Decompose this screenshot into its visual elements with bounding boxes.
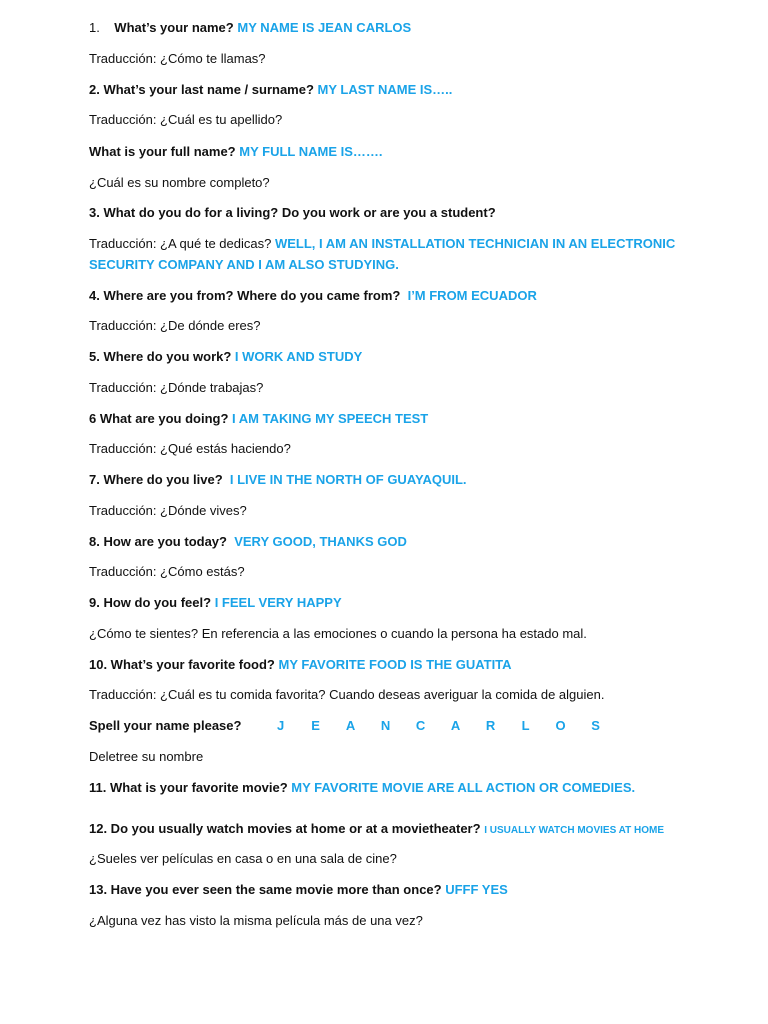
translation-text: Traducción: ¿Dónde trabajas? — [89, 380, 264, 395]
translation-text: Traducción: ¿A qué te dedicas? — [89, 236, 272, 251]
answer-text: MY FAVORITE MOVIE ARE ALL ACTION OR COMEDIES. — [291, 780, 636, 795]
answer-text: I USUALLY WATCH MOVIES AT HOME — [484, 825, 665, 836]
translation-text: Traducción: ¿Qué estás haciendo? — [89, 441, 291, 456]
question-text: 3. What do you do for a living? Do you work or are you a student? — [89, 205, 496, 220]
translation-5 — [89, 377, 708, 398]
translation-13 — [89, 910, 708, 931]
question-6 — [89, 408, 708, 429]
answer-text: MY FAVORITE FOOD IS THE GUATITA — [278, 657, 512, 672]
answer-text: I’M FROM ECUADOR — [407, 288, 537, 303]
question-4 — [89, 285, 708, 306]
question-10 — [89, 654, 708, 675]
question-text: 6 What are you doing? — [89, 411, 229, 426]
question-text: 5. Where do you work? — [89, 349, 232, 364]
translation-4 — [89, 315, 708, 336]
translation-text: Traducción: ¿De dónde eres? — [89, 318, 261, 333]
translation-1 — [89, 48, 708, 69]
question-text: 7. Where do you live? — [89, 472, 223, 487]
translation-text: Traducción: ¿Cómo estás? — [89, 564, 245, 579]
spell-letter: J — [276, 718, 285, 733]
translation-10 — [89, 684, 708, 705]
spell-letter: C — [415, 718, 426, 733]
question-1 — [89, 17, 708, 38]
translation-12 — [89, 848, 708, 869]
question-text: 13. Have you ever seen the same movie more than once? — [89, 882, 442, 897]
question-text: 4. Where are you from? Where do you came from? — [89, 288, 401, 303]
question-text: 9. How do you feel? — [89, 595, 212, 610]
answer-text: I WORK AND STUDY — [234, 349, 363, 364]
question-9 — [89, 592, 708, 613]
question-8 — [89, 531, 708, 552]
spell-letter: O — [555, 718, 566, 733]
question-12 — [89, 818, 708, 841]
answer-text: I AM TAKING MY SPEECH TEST — [232, 411, 429, 426]
question-text: 11. What is your favorite movie? — [89, 780, 288, 795]
spell-letter: L — [521, 718, 530, 733]
translation-text: ¿Alguna vez has visto la misma película más de una vez? — [89, 913, 423, 928]
translation-text: Traducción: ¿Cuál es tu apellido? — [89, 112, 283, 127]
answer-text: I LIVE IN THE NORTH OF GUAYAQUIL. — [229, 472, 467, 487]
translation-8 — [89, 561, 708, 582]
translation-7 — [89, 500, 708, 521]
question-number: 1. — [89, 20, 100, 35]
spell-letter: A — [345, 718, 356, 733]
spell-letter: N — [380, 718, 391, 733]
answer-text: WELL, I AM AN INSTALLATION TECHNICIAN IN AN ELECTRONIC SECURITY COMPANY AND I AM ALSO STUDYING. — [89, 236, 676, 272]
question-3 — [89, 202, 708, 223]
spell-letter: A — [450, 718, 461, 733]
spell-letter: S — [591, 718, 600, 733]
question-5 — [89, 346, 708, 367]
question-text: 10. What’s your favorite food? — [89, 657, 275, 672]
answer-text: MY FULL NAME IS……. — [239, 144, 383, 159]
question-text: 8. How are you today? — [89, 534, 227, 549]
spelled-name — [263, 715, 613, 736]
translation-text: ¿Sueles ver películas en casa o en una sala de cine? — [89, 851, 397, 866]
answer-text: UFFF YES — [445, 882, 508, 897]
question-text: What is your full name? — [89, 144, 236, 159]
question-13 — [89, 879, 708, 900]
translation-spell-name — [89, 746, 708, 767]
translation-2 — [89, 109, 708, 130]
question-text: 12. Do you usually watch movies at home or at a movietheater? — [89, 821, 481, 836]
question-11 — [89, 777, 708, 798]
question-2 — [89, 79, 708, 100]
spell-letter: R — [485, 718, 496, 733]
answer-text: I FEEL VERY HAPPY — [214, 595, 342, 610]
translation-6 — [89, 438, 708, 459]
translation-text: Traducción: ¿Cuál es tu comida favorita? Cuando deseas averiguar la comida de alguien. — [89, 687, 605, 702]
translation-text: Traducción: ¿Cómo te llamas? — [89, 51, 266, 66]
answer-text: VERY GOOD, THANKS GOD — [234, 534, 407, 549]
translation-text: Deletree su nombre — [89, 749, 204, 764]
question-text: 2. What’s your last name / surname? — [89, 82, 314, 97]
translation-text: Traducción: ¿Dónde vives? — [89, 503, 247, 518]
question-7 — [89, 469, 708, 490]
answer-text: MY NAME IS JEAN CARLOS — [237, 20, 412, 35]
translation-full-name — [89, 172, 708, 193]
question-text: What’s your name? — [114, 20, 234, 35]
spell-letter: E — [311, 718, 320, 733]
translation-text: ¿Cómo te sientes? En referencia a las emociones o cuando la persona ha estado mal. — [89, 626, 587, 641]
translation-3 — [89, 233, 689, 275]
translation-9 — [89, 623, 708, 644]
translation-text: ¿Cuál es su nombre completo? — [89, 175, 270, 190]
question-full-name — [89, 141, 708, 162]
question-spell-name — [89, 715, 708, 736]
question-text: Spell your name please? — [89, 718, 242, 733]
answer-text: MY LAST NAME IS….. — [317, 82, 453, 97]
